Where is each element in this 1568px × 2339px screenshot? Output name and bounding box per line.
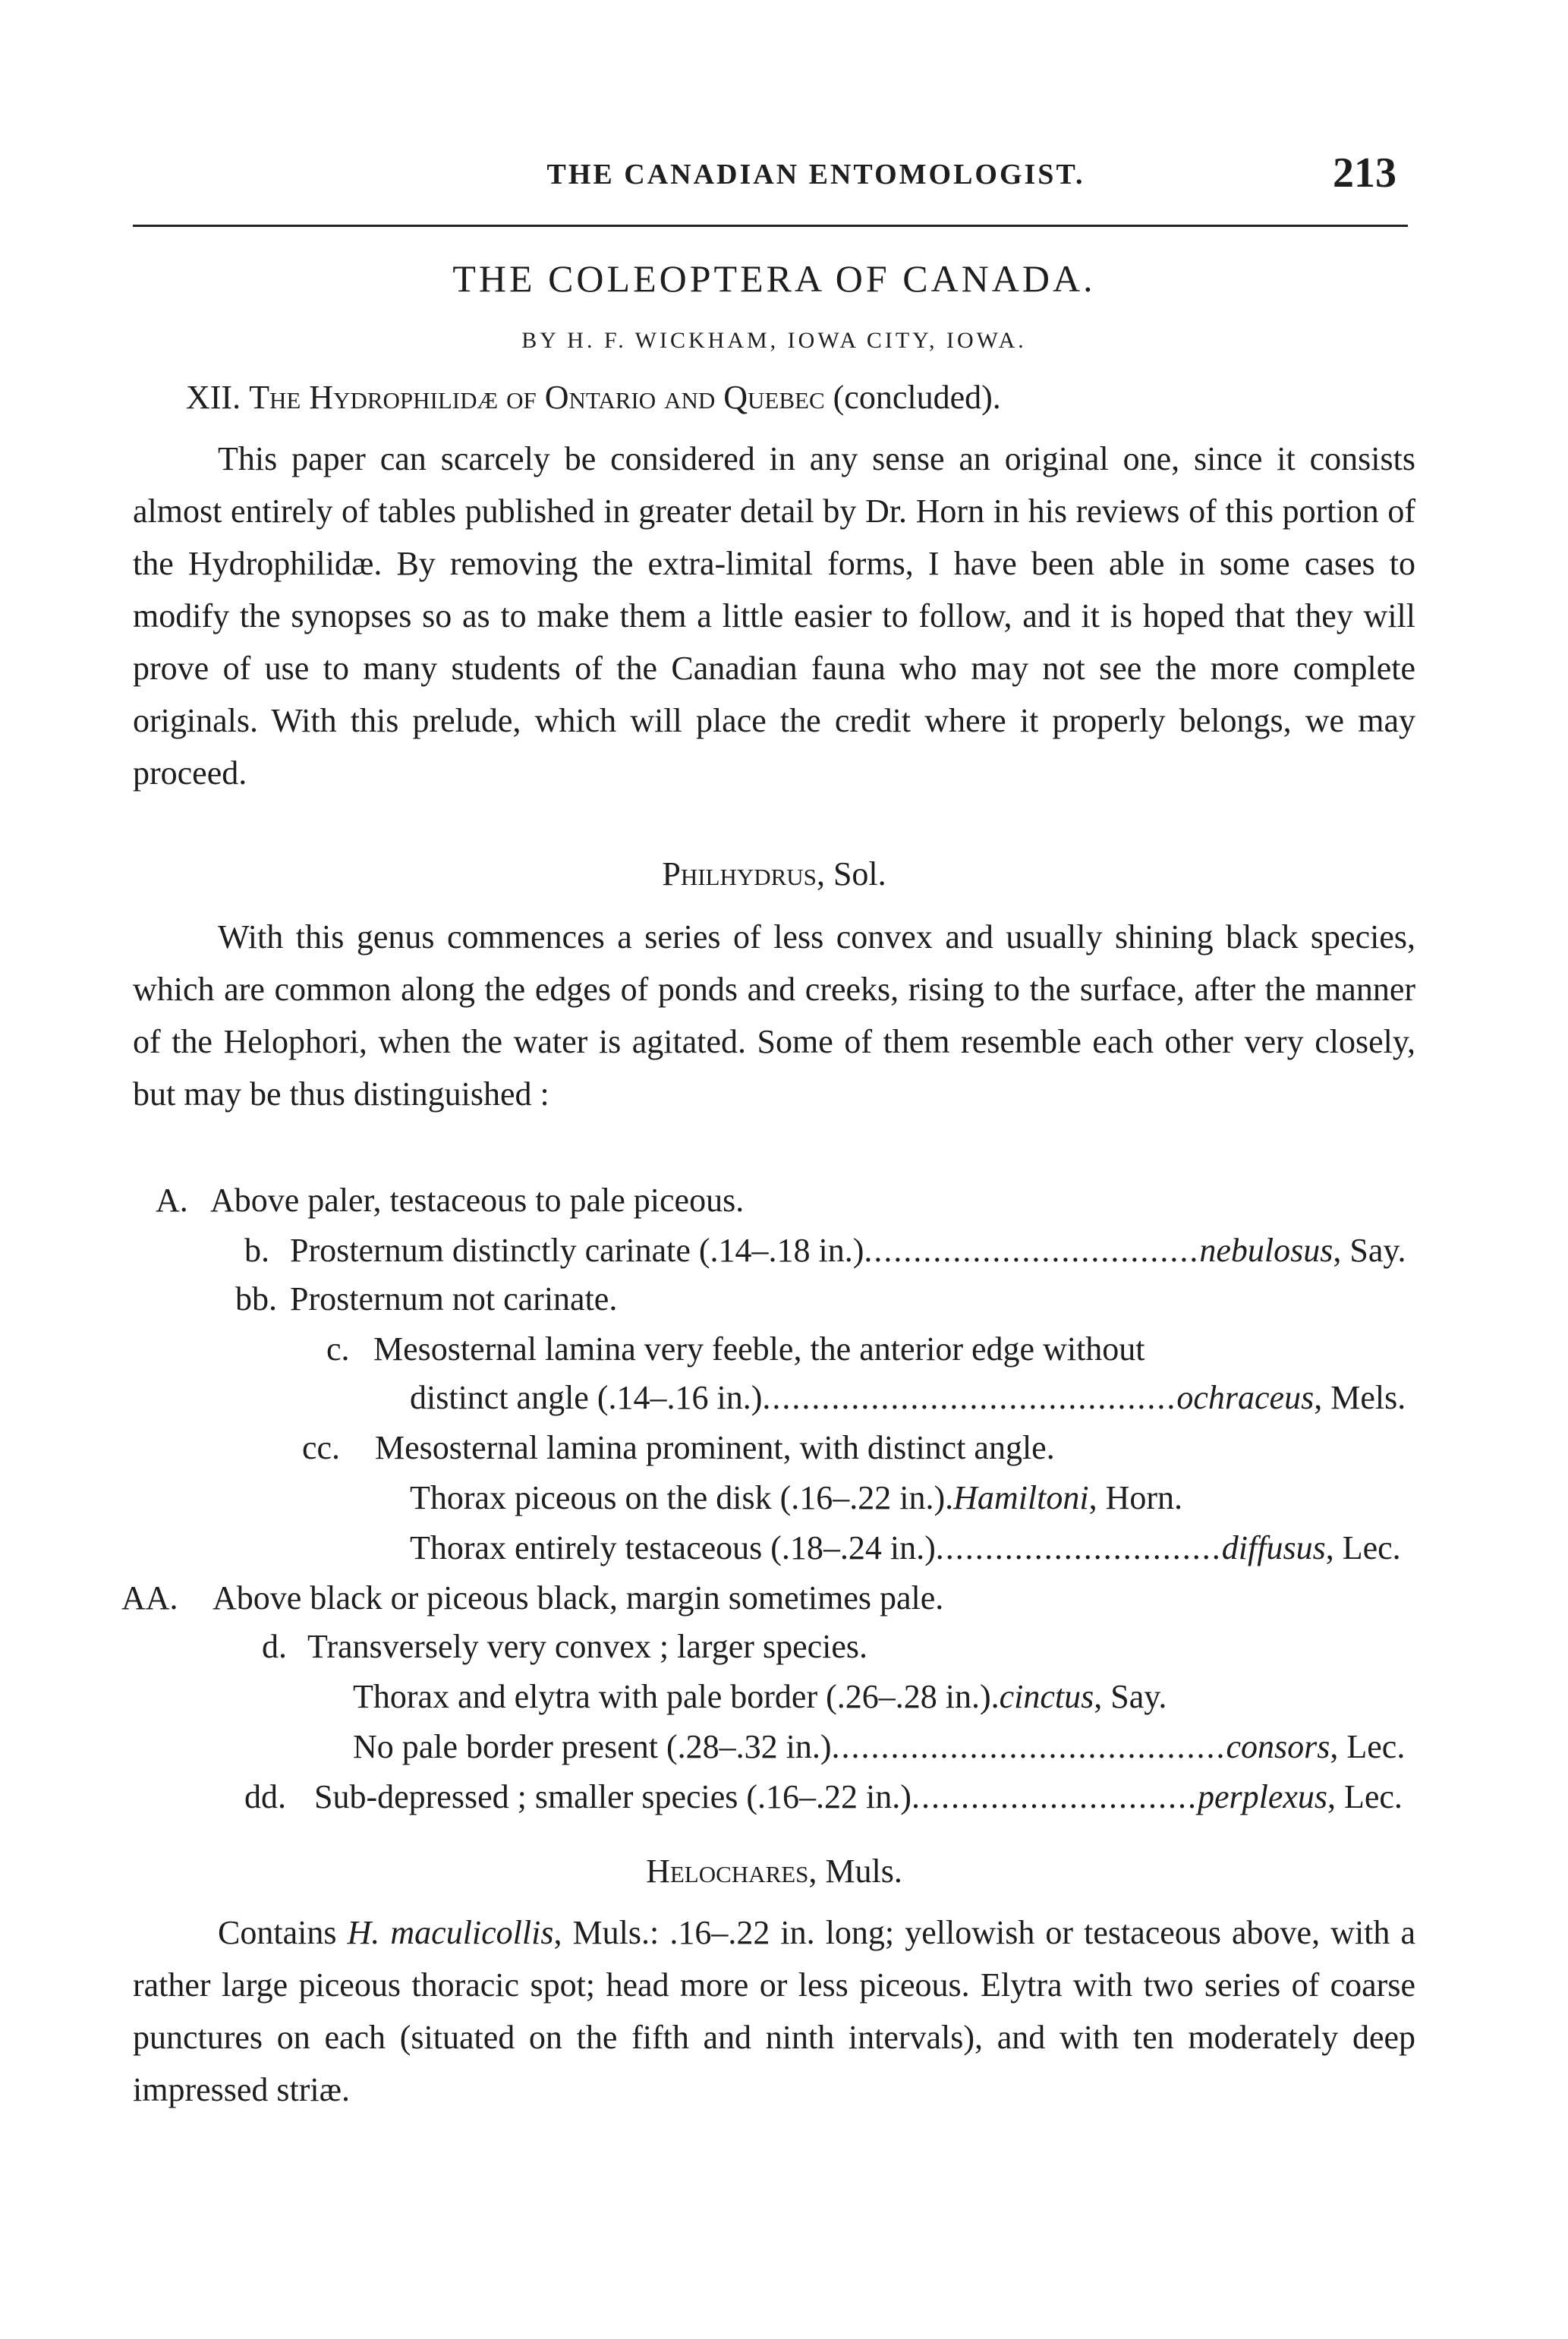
philhydrus-paragraph: With this genus commences a series of less convex and usually shining black species, which are common along the edges of ponds and creeks, rising to the surface, after the manner of the Helophori, when the water is agitated. Some of them resemble each other very closely, but may be thus distinguished : — [133, 918, 1415, 1113]
key-line: d. Transversely very convex ; larger species. — [262, 1628, 868, 1665]
key-line: Thorax entirely testaceous (.18–.24 in.).............................diffusus, Lec. — [410, 1529, 1401, 1566]
key-line: Thorax piceous on the disk (.16–.22 in.).Hamiltoni, Horn. — [410, 1479, 1182, 1516]
key-line: A. Above paler, testaceous to pale piceous. — [156, 1182, 745, 1219]
helochares-paragraph: Contains H. maculicollis, Muls.: .16–.22 in. long; yellowish or testaceous above, with a rather large piceous thoracic spot; head more or less piceous. Elytra with two series of coarse punctures on each (situated on the fifth and ninth intervals), and with ten moderately deep impressed striæ. — [133, 1914, 1415, 2108]
page-number: 213 — [1333, 150, 1396, 197]
intro-paragraph: This paper can scarcely be considered in any sense an original one, since it consists almost entirely of tables published in greater detail by Dr. Horn in his reviews of this portion of the Hydrophilidæ. By removing the extra-limital forms, I have been able in some cases to modify the synopses so as to make them a little easier to follow, and it is hoped that they will prove of use to many students of the Canadian fauna who may not see the more complete originals. With this prelude, which will place the credit where it properly belongs, we may proceed. — [133, 440, 1415, 792]
genus-name: Philhydrus — [662, 855, 817, 892]
genus-name: Helochares — [646, 1853, 809, 1890]
species-name: ochraceus — [1176, 1379, 1315, 1416]
section-title: The Hydrophilidæ of Ontario and Quebec — [249, 379, 825, 416]
key-line: Thorax and elytra with pale border (.26–.28 in.).cinctus, Say. — [353, 1678, 1167, 1715]
key-line: cc. Mesosternal lamina prominent, with distinct angle. — [302, 1429, 1055, 1466]
genus-author: , Sol. — [816, 855, 886, 892]
genus-heading-helochares — [137, 1852, 1412, 1890]
key-line: b. Prosternum distinctly carinate (.14–.18 in.)..................................nebulosus, Say. — [244, 1232, 1406, 1269]
species-name: perplexus — [1197, 1778, 1327, 1815]
species-name: H. maculicollis — [347, 1914, 554, 1951]
key-line: dd. Sub-depressed ; smaller species (.16–.22 in.).............................perplexus, Lec. — [244, 1778, 1403, 1815]
species-name: diffusus — [1221, 1529, 1326, 1566]
section-number: XII. — [186, 379, 241, 416]
genus-author: , Muls. — [808, 1853, 902, 1890]
article-byline: BY H. F. WICKHAM, IOWA CITY, IOWA. — [521, 328, 1027, 353]
key-line: No pale border present (.28–.32 in.)........................................consors, Lec. — [353, 1728, 1406, 1765]
article-title: THE COLEOPTERA OF CANADA. — [452, 257, 1096, 300]
key-line: distinct angle (.14–.16 in.)..........................................ochraceus, Mels. — [410, 1379, 1406, 1416]
species-name: cinctus — [999, 1678, 1094, 1715]
species-name: consors — [1226, 1728, 1330, 1765]
journal-title: THE CANADIAN ENTOMOLOGIST. — [546, 159, 1085, 190]
key-line: AA. Above black or piceous black, margin sometimes pale. — [121, 1579, 944, 1617]
section-title-suffix: (concluded). — [833, 379, 1001, 416]
key-line: c. Mesosternal lamina very feeble, the anterior edge without — [326, 1330, 1145, 1368]
species-name: nebulosus — [1199, 1232, 1333, 1269]
species-name: Hamiltoni — [953, 1479, 1089, 1516]
key-line: bb. Prosternum not carinate. — [235, 1280, 618, 1317]
